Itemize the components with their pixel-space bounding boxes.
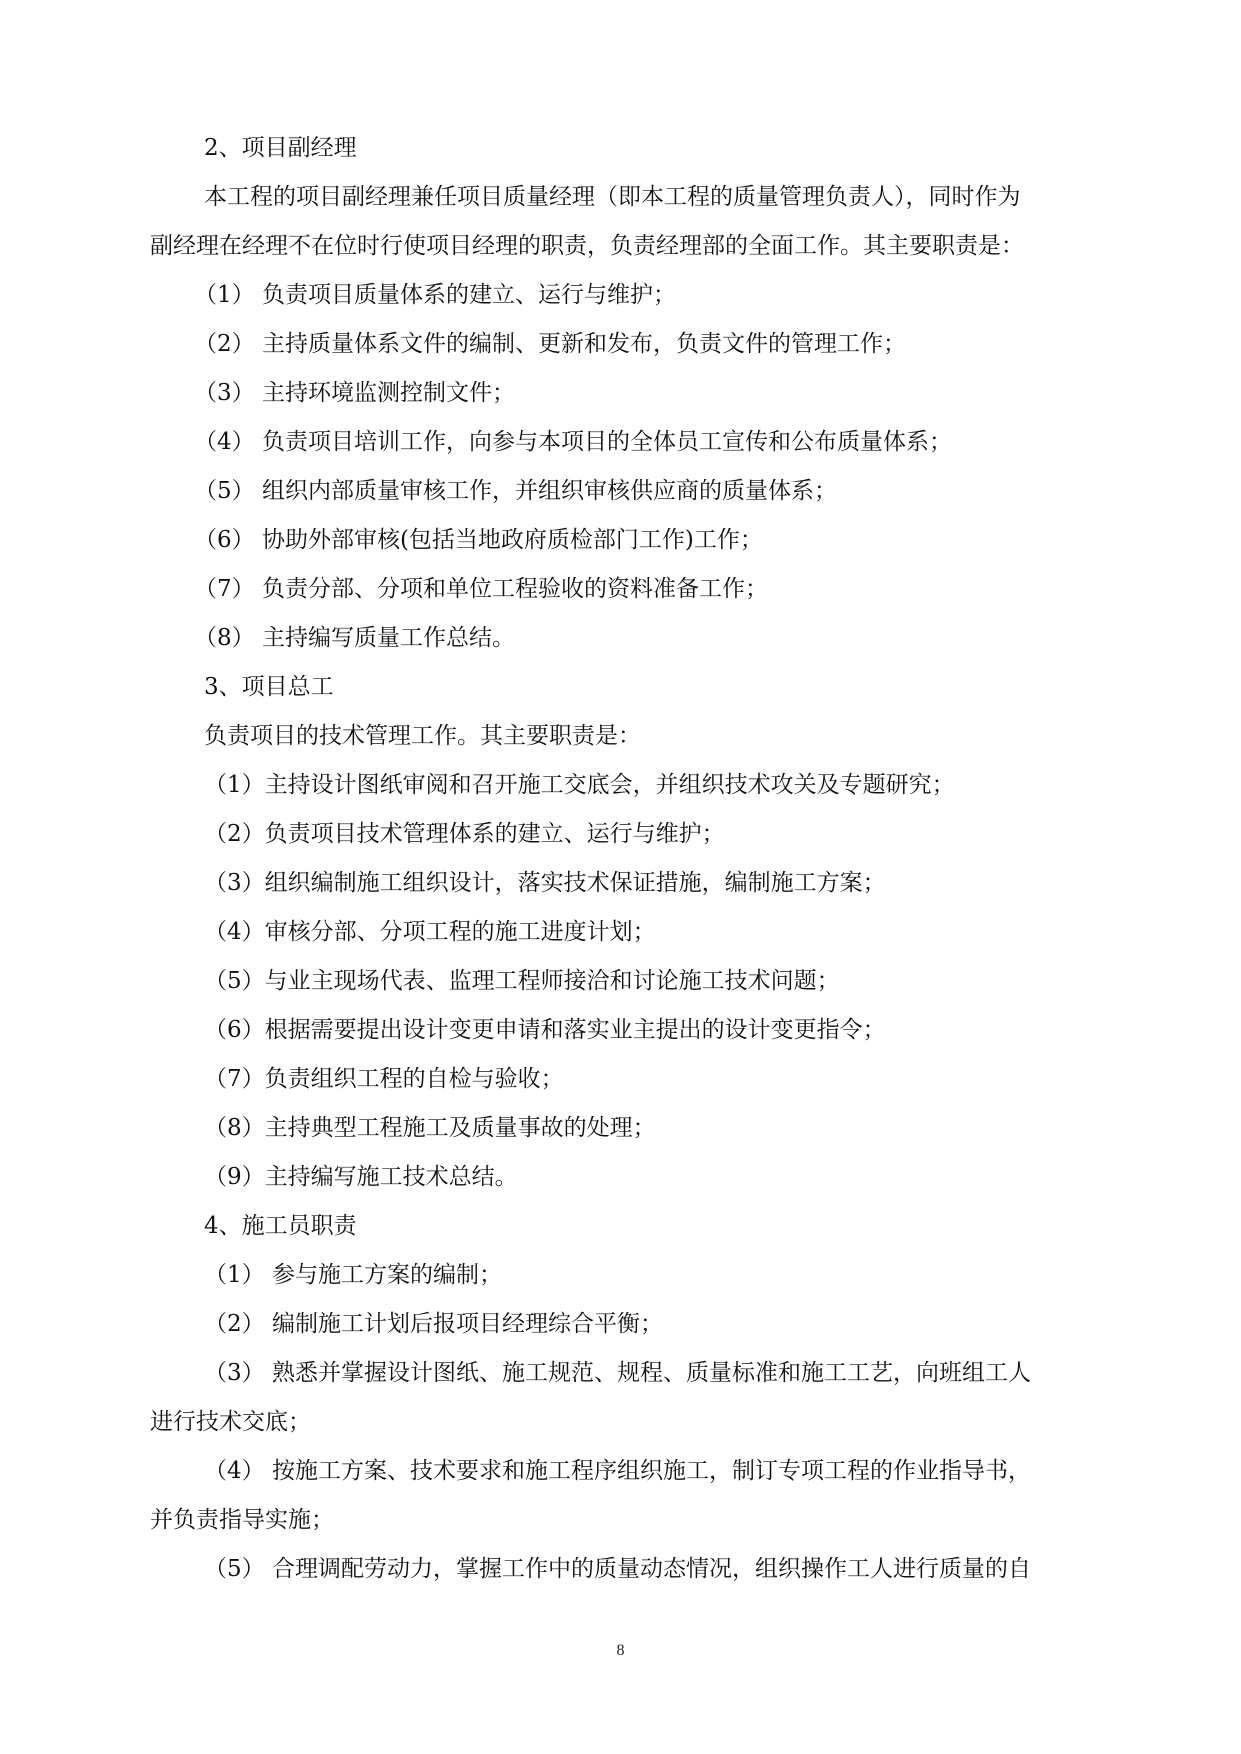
- list-item-continuation: 并负责指导实施；: [150, 1507, 334, 1533]
- list-item: （2） 编制施工计划后报项目经理综合平衡；: [204, 1311, 663, 1337]
- section-intro-line: 本工程的项目副经理兼任项目质量经理（即本工程的质量管理负责人），同时作为: [204, 184, 1021, 210]
- list-item: （5）与业主现场代表、监理工程师接洽和讨论施工技术问题；: [204, 968, 840, 994]
- page-number: 8: [616, 1642, 625, 1659]
- list-item: （6）根据需要提出设计变更申请和落实业主提出的设计变更指令；: [204, 1017, 886, 1043]
- section-heading-construction-staff: 4、施工员职责: [204, 1213, 357, 1239]
- list-item: （2） 主持质量体系文件的编制、更新和发布，负责文件的管理工作；: [194, 331, 906, 357]
- list-item: （3） 主持环境监测控制文件；: [194, 380, 515, 406]
- list-item: （9）主持编写施工技术总结。: [204, 1164, 518, 1190]
- list-item: （4） 负责项目培训工作，向参与本项目的全体员工宣传和公布质量体系；: [194, 429, 952, 455]
- list-item: （3）组织编制施工组织设计，落实技术保证措施，编制施工方案；: [204, 870, 886, 896]
- list-item: （1） 参与施工方案的编制；: [204, 1262, 502, 1288]
- list-item: （4）审核分部、分项工程的施工进度计划；: [204, 919, 656, 945]
- list-item: （8） 主持编写质量工作总结。: [194, 625, 515, 651]
- list-item: （8）主持典型工程施工及质量事故的处理；: [204, 1115, 656, 1141]
- section-heading-deputy-manager: 2、项目副经理: [204, 135, 357, 161]
- list-item-continuation: 进行技术交底；: [150, 1409, 311, 1435]
- section-intro-line: 负责项目的技术管理工作。其主要职责是：: [204, 723, 641, 749]
- list-item: （2）负责项目技术管理体系的建立、运行与维护；: [204, 821, 725, 847]
- list-item: （1）主持设计图纸审阅和召开施工交底会，并组织技术攻关及专题研究；: [204, 772, 955, 798]
- list-item: （1） 负责项目质量体系的建立、运行与维护；: [194, 282, 676, 308]
- section-heading-chief-engineer: 3、项目总工: [204, 674, 334, 700]
- list-item: （6） 协助外部审核(包括当地政府质检部门工作)工作；: [194, 527, 763, 553]
- list-item: （7） 负责分部、分项和单位工程验收的资料准备工作；: [194, 576, 768, 602]
- section-intro-line: 副经理在经理不在位时行使项目经理的职责，负责经理部的全面工作。其主要职责是：: [150, 233, 1024, 259]
- list-item: （3） 熟悉并掌握设计图纸、施工规范、规程、质量标准和施工工艺，向班组工人: [204, 1360, 1031, 1386]
- list-item: （4） 按施工方案、技术要求和施工程序组织施工，制订专项工程的作业指导书，: [204, 1458, 1031, 1484]
- list-item: （7）负责组织工程的自检与验收；: [204, 1066, 564, 1092]
- list-item: （5） 合理调配劳动力，掌握工作中的质量动态情况，组织操作工人进行质量的自: [204, 1556, 1031, 1582]
- list-item: （5） 组织内部质量审核工作，并组织审核供应商的质量体系；: [194, 478, 837, 504]
